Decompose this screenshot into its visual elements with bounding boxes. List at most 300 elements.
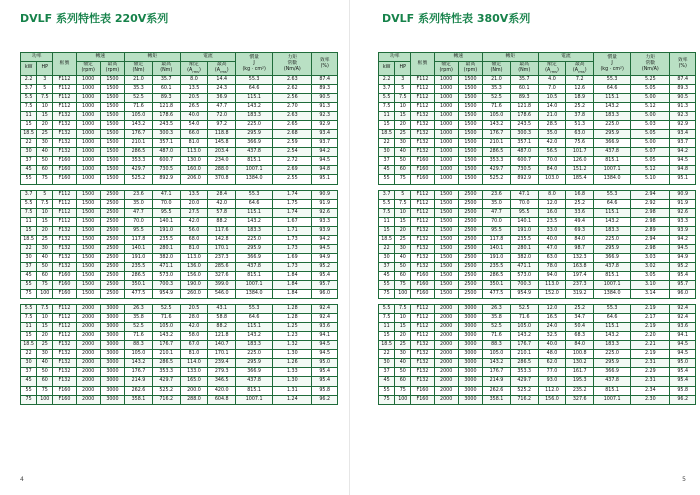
table-cell: 58.8	[208, 314, 236, 323]
table-cell: 24.3	[208, 85, 236, 94]
table-cell: 5	[37, 85, 53, 94]
table-cell: 126.0	[566, 157, 594, 166]
table-row	[21, 359, 338, 368]
table-cell: 36.9	[208, 94, 236, 103]
table-cell: 2000	[434, 341, 458, 350]
table-cell: 1500	[76, 235, 100, 244]
table-cell: 75	[379, 395, 395, 404]
table-cell: 100.8	[566, 350, 594, 359]
table-cell: 92.4	[670, 305, 696, 314]
table-cell: 20	[37, 121, 53, 130]
table-cell: 1500	[458, 175, 482, 184]
table-cell: 1000	[76, 130, 100, 139]
table-cell: F112	[53, 208, 76, 217]
table-row	[379, 130, 696, 139]
table-cell: 3.7	[21, 85, 37, 94]
table-cell: 45	[379, 166, 395, 175]
table-cell: 191.0	[510, 226, 538, 235]
table-cell: 75.6	[566, 139, 594, 148]
table-cell: 143.2	[594, 332, 631, 341]
table-cell: 42.0	[180, 323, 208, 332]
table-cell: 84.0	[538, 166, 566, 175]
table-cell: F160	[411, 271, 434, 280]
table-cell: 22	[379, 139, 395, 148]
table-cell: 51.3	[566, 121, 594, 130]
table-cell: 1500	[100, 157, 124, 166]
table-cell: 1500	[434, 280, 458, 289]
header-row-1	[21, 53, 338, 62]
table-cell: 1000	[76, 166, 100, 175]
table-cell: 1000	[434, 85, 458, 94]
table-cell: 2.63	[273, 112, 312, 121]
table-cell: 143.2	[125, 121, 153, 130]
table-row	[21, 175, 338, 184]
table-cell: 37	[21, 368, 37, 377]
table-cell: 48.0	[538, 350, 566, 359]
table-cell: F112	[411, 103, 434, 112]
table-cell: F160	[53, 280, 76, 289]
table-cell: F160	[53, 395, 76, 404]
table-row	[379, 199, 696, 208]
table-cell: 1500	[458, 139, 482, 148]
table-cell: 55.3	[236, 190, 273, 199]
table-row	[21, 350, 338, 359]
table-cell: F112	[53, 305, 76, 314]
table-cell: 1500	[458, 148, 482, 157]
table-cell: 1500	[100, 94, 124, 103]
table-cell: 27.5	[180, 208, 208, 217]
table-cell: 2000	[76, 350, 100, 359]
table-cell: 25	[395, 130, 411, 139]
table-cell: 2000	[76, 377, 100, 386]
table-cell: 95.5	[483, 226, 511, 235]
table-row	[21, 314, 338, 323]
table-cell: 96.2	[670, 395, 696, 404]
table-cell: 183.3	[594, 341, 631, 350]
table-cell: 30	[395, 139, 411, 148]
table-cell: 2.34	[631, 386, 670, 395]
table-cell: 54.0	[180, 121, 208, 130]
table-cell: 62.0	[538, 359, 566, 368]
table-cell: 95.8	[312, 386, 338, 395]
table-cell: 60	[395, 271, 411, 280]
table-cell: F132	[53, 148, 76, 157]
col-max-current-unit-sub: rms	[220, 69, 227, 74]
table-cell: F160	[411, 386, 434, 395]
col-torque-constant	[273, 53, 312, 76]
table-cell: F112	[53, 85, 76, 94]
table-cell: 2000	[76, 341, 100, 350]
table-cell: 10.5	[538, 94, 566, 103]
table-cell: 3000	[100, 377, 124, 386]
table-cell: 1.23	[273, 332, 312, 341]
table-cell: 42.0	[180, 217, 208, 226]
table-cell: 10	[37, 314, 53, 323]
table-cell: 15	[37, 217, 53, 226]
table-cell: 1.24	[273, 395, 312, 404]
table-cell: 477.5	[125, 290, 153, 299]
table-cell: 573.0	[152, 271, 180, 280]
table-cell: 100	[395, 395, 411, 404]
table-cell: 200.0	[180, 386, 208, 395]
table-row	[379, 175, 696, 184]
table-cell: 2000	[76, 368, 100, 377]
table-cell: 30	[379, 359, 395, 368]
table-cell: 143.2	[483, 121, 511, 130]
table-cell: 117.8	[125, 235, 153, 244]
table-cell: 1007.1	[236, 280, 273, 289]
table-cell: F112	[53, 75, 76, 84]
table-cell: 3000	[100, 314, 124, 323]
table-cell: 471.1	[152, 262, 180, 271]
col-max-speed-line: 最高	[465, 62, 476, 68]
table-cell: 1.67	[273, 217, 312, 226]
col-rated-speed-line: 額定	[83, 62, 93, 68]
table-cell: 60	[37, 271, 53, 280]
table-cell: 525.2	[483, 175, 511, 184]
col-torque-constant-line: 常數	[645, 60, 656, 66]
table-cell: 45	[21, 166, 37, 175]
table-cell: 183.3	[236, 112, 273, 121]
table-cell: 286.5	[125, 148, 153, 157]
table-cell: 94.2	[312, 148, 338, 157]
table-cell: 353.3	[152, 368, 180, 377]
table-cell: 156.0	[538, 395, 566, 404]
table-cell: 280.1	[152, 244, 180, 253]
table-cell: 319.2	[566, 290, 594, 299]
table-cell: 33.0	[538, 226, 566, 235]
table-cell: 3000	[100, 368, 124, 377]
table-cell: 7.5	[379, 314, 395, 323]
table-cell: 1500	[76, 226, 100, 235]
table-cell: 1500	[76, 217, 100, 226]
col-max-current	[208, 62, 236, 76]
table-body	[21, 75, 338, 404]
table-cell: 100	[395, 290, 411, 299]
table-cell: 37	[21, 262, 37, 271]
col-rated-torque-line: 額定	[133, 62, 144, 68]
table-cell: 75	[37, 175, 53, 184]
table-cell: 96.2	[312, 395, 338, 404]
table-cell: 95.1	[670, 175, 696, 184]
col-torque-constant	[631, 53, 670, 76]
table-cell: 353.3	[510, 368, 538, 377]
table-cell: 75	[379, 290, 395, 299]
table-cell: 10	[395, 314, 411, 323]
table-cell: 429.7	[152, 377, 180, 386]
table-cell: F132	[411, 235, 434, 244]
table-cell: 1500	[76, 262, 100, 271]
table-cell: F132	[411, 359, 434, 368]
table-cell: 75	[21, 290, 37, 299]
table-cell: 191.0	[125, 253, 153, 262]
table-cell: 90.5	[312, 94, 338, 103]
table-cell: 117.8	[483, 235, 511, 244]
table-row	[21, 323, 338, 332]
table-cell: 7.5	[395, 305, 411, 314]
table-cell: F132	[53, 359, 76, 368]
table-cell: 2.2	[379, 75, 395, 84]
table-cell: 140.1	[152, 217, 180, 226]
table-cell: 1500	[100, 112, 124, 121]
table-cell: 1500	[76, 208, 100, 217]
table-cell: 1500	[76, 244, 100, 253]
table-cell: 95.4	[670, 377, 696, 386]
table-cell: 93.6	[670, 323, 696, 332]
table-cell: 151.2	[566, 166, 594, 175]
table-cell: 14.4	[208, 75, 236, 84]
table-cell: 143.2	[125, 359, 153, 368]
table-cell: 18.5	[379, 130, 395, 139]
table-cell: 7.5	[379, 103, 395, 112]
table-cell: 2500	[458, 235, 482, 244]
table-cell: 24.0	[538, 323, 566, 332]
table-cell: 143.2	[594, 103, 631, 112]
table-cell: 1000	[434, 175, 458, 184]
table-cell: 1000	[76, 175, 100, 184]
table-cell: 1500	[434, 190, 458, 199]
table-cell: 15	[379, 121, 395, 130]
table-cell: F160	[53, 166, 76, 175]
col-inertia-line: (kg · cm²)	[242, 66, 266, 72]
table-cell: 3000	[100, 395, 124, 404]
table-cell: 55	[379, 386, 395, 395]
table-row	[21, 208, 338, 217]
table-cell: 1.73	[273, 262, 312, 271]
table-cell: 2.65	[273, 121, 312, 130]
table-cell: 2500	[100, 244, 124, 253]
table-cell: 88.2	[208, 323, 236, 332]
col-hp: HP	[395, 62, 411, 76]
table-cell: 3000	[458, 359, 482, 368]
table-cell: 327.6	[208, 271, 236, 280]
table-cell: 243.5	[152, 121, 180, 130]
table-cell: 30	[395, 244, 411, 253]
table-cell: 133.0	[180, 368, 208, 377]
table-cell: F132	[411, 244, 434, 253]
table-cell: 10	[395, 208, 411, 217]
table-cell: 15	[379, 332, 395, 341]
table-cell: 140.1	[510, 217, 538, 226]
table-cell: 1500	[100, 148, 124, 157]
col-current: 電流	[538, 53, 594, 62]
table-cell: 11	[379, 217, 395, 226]
table-row	[379, 208, 696, 217]
table-cell: 94.5	[670, 244, 696, 253]
table-cell: F112	[411, 208, 434, 217]
table-cell: 604.8	[208, 395, 236, 404]
table-cell: 2.21	[631, 341, 670, 350]
table-cell: 1.32	[273, 341, 312, 350]
table-cell: 25	[37, 130, 53, 139]
table-cell: 2.19	[631, 305, 670, 314]
table-cell: 95.5	[125, 226, 153, 235]
table-cell: 88.3	[125, 341, 153, 350]
col-kw: kW	[21, 62, 37, 76]
table-cell: F112	[411, 305, 434, 314]
table-cell: 18.5	[379, 235, 395, 244]
col-torque-constant-line: (Nm/A)	[641, 66, 659, 72]
table-cell: 64.6	[236, 314, 273, 323]
col-efficiency-line: 效率	[677, 57, 688, 63]
table-cell: 94.5	[312, 157, 338, 166]
table-cell: 98.7	[566, 244, 594, 253]
table-cell: 3000	[458, 314, 482, 323]
table-cell: 235.2	[566, 386, 594, 395]
table-row	[379, 314, 696, 323]
table-cell: 346.5	[208, 377, 236, 386]
page-number: 5	[682, 476, 686, 483]
table-cell: 2500	[458, 208, 482, 217]
table-cell: 2.59	[273, 139, 312, 148]
table-cell: 573.0	[510, 271, 538, 280]
table-cell: 30	[37, 139, 53, 148]
table-cell: 2000	[76, 386, 100, 395]
table-cell: 15	[395, 112, 411, 121]
table-cell: 140.1	[483, 244, 511, 253]
table-cell: 2000	[76, 359, 100, 368]
table-cell: 95.4	[312, 271, 338, 280]
table-cell: 300.3	[152, 130, 180, 139]
table-cell: 95.5	[152, 208, 180, 217]
table-cell: 437.8	[236, 377, 273, 386]
table-row	[21, 112, 338, 121]
table-cell: 64.6	[594, 199, 631, 208]
table-cell: 2000	[76, 332, 100, 341]
table-cell: 2.55	[273, 175, 312, 184]
table-cell: F112	[411, 323, 434, 332]
table-cell: 358.1	[125, 395, 153, 404]
table-cell: 1500	[100, 75, 124, 84]
table-cell: 93.7	[670, 139, 696, 148]
table-cell: 95.0	[670, 359, 696, 368]
table-cell: 1500	[76, 280, 100, 289]
table-cell: 3000	[100, 350, 124, 359]
table-cell: 1.28	[273, 314, 312, 323]
table-cell: 1500	[434, 271, 458, 280]
table-cell: 1500	[434, 253, 458, 262]
table-cell: F160	[411, 290, 434, 299]
table-row	[379, 217, 696, 226]
table-cell: 1500	[100, 175, 124, 184]
table-cell: 3000	[458, 305, 482, 314]
table-cell: 5.05	[631, 130, 670, 139]
table-cell: 295.9	[594, 244, 631, 253]
col-rated-torque-line: (Nm)	[132, 68, 145, 74]
table-row	[379, 377, 696, 386]
table-cell: 350.1	[125, 280, 153, 289]
col-frame: 框號	[53, 53, 76, 76]
table-cell: 2500	[100, 208, 124, 217]
table-cell: 143.2	[483, 359, 511, 368]
table-cell: 50	[395, 262, 411, 271]
col-rated-current-unit-open: (A	[545, 68, 551, 73]
table-cell: 1007.1	[236, 395, 273, 404]
table-cell: 1000	[434, 112, 458, 121]
table-cell: 525.2	[152, 386, 180, 395]
table-cell: 176.7	[125, 368, 153, 377]
col-inertia-line: J	[611, 60, 613, 66]
table-cell: 225.0	[236, 121, 273, 130]
table-cell: 40	[37, 359, 53, 368]
col-efficiency	[670, 53, 696, 76]
table-cell: 210.1	[125, 139, 153, 148]
col-rated-torque-line: 額定	[491, 62, 502, 68]
table-cell: 892.9	[152, 175, 180, 184]
table-cell: 42.0	[208, 199, 236, 208]
col-kw: kW	[379, 62, 395, 76]
table-cell: 2.17	[631, 314, 670, 323]
table-cell: 1.25	[273, 323, 312, 332]
table-cell: 2.89	[631, 226, 670, 235]
col-rated-torque-line: (Nm)	[490, 68, 503, 74]
table-cell: 25	[395, 341, 411, 350]
table-cell: 1500	[76, 253, 100, 262]
col-inertia	[236, 53, 273, 76]
table-cell: 113.0	[180, 148, 208, 157]
table-cell: F132	[411, 350, 434, 359]
col-rated-speed-line: (rpm)	[439, 68, 453, 74]
table-cell: 20.5	[180, 305, 208, 314]
table-cell: 45	[21, 377, 37, 386]
col-rated-current-label: 額定	[189, 62, 199, 67]
table-cell: 77.0	[538, 368, 566, 377]
table-cell: 3.03	[631, 253, 670, 262]
table-row	[379, 290, 696, 299]
table-cell: 225.0	[594, 235, 631, 244]
table-row	[21, 121, 338, 130]
table-cell: 81.0	[180, 244, 208, 253]
table-cell: 300.3	[510, 130, 538, 139]
table-cell: 183.3	[236, 226, 273, 235]
table-cell: 64.6	[236, 199, 273, 208]
table-cell: 60	[37, 166, 53, 175]
table-cell: 22	[21, 139, 37, 148]
table-cell: 60	[395, 166, 411, 175]
table-cell: 1.30	[273, 377, 312, 386]
table-cell: 1500	[100, 85, 124, 94]
table-cell: 28.4	[208, 190, 236, 199]
table-cell: 3.05	[631, 271, 670, 280]
table-cell: 1500	[458, 94, 482, 103]
table-cell: 2500	[458, 226, 482, 235]
table-cell: 954.9	[152, 290, 180, 299]
table-cell: 91.3	[670, 103, 696, 112]
table-cell: 43.1	[208, 305, 236, 314]
table-cell: 113.0	[538, 280, 566, 289]
table-cell: 546.0	[208, 290, 236, 299]
table-row	[379, 332, 696, 341]
table-cell: 3000	[458, 341, 482, 350]
table-cell: 93.9	[670, 226, 696, 235]
table-cell: 30	[37, 350, 53, 359]
table-cell: 5.05	[631, 157, 670, 166]
table-cell: 5.05	[631, 85, 670, 94]
table-cell: 2.94	[631, 235, 670, 244]
table-cell: 93.7	[312, 139, 338, 148]
table-cell: 68.0	[180, 235, 208, 244]
table-cell: 1.84	[273, 280, 312, 289]
table-cell: 55	[21, 280, 37, 289]
table-cell: 12.0	[538, 305, 566, 314]
table-cell: 1000	[434, 166, 458, 175]
table-cell: 161.7	[566, 368, 594, 377]
table-cell: 35.7	[152, 75, 180, 84]
table-cell: 89.3	[152, 94, 180, 103]
table-cell: 152.0	[538, 290, 566, 299]
table-cell: 37	[21, 157, 37, 166]
table-row	[379, 280, 696, 289]
